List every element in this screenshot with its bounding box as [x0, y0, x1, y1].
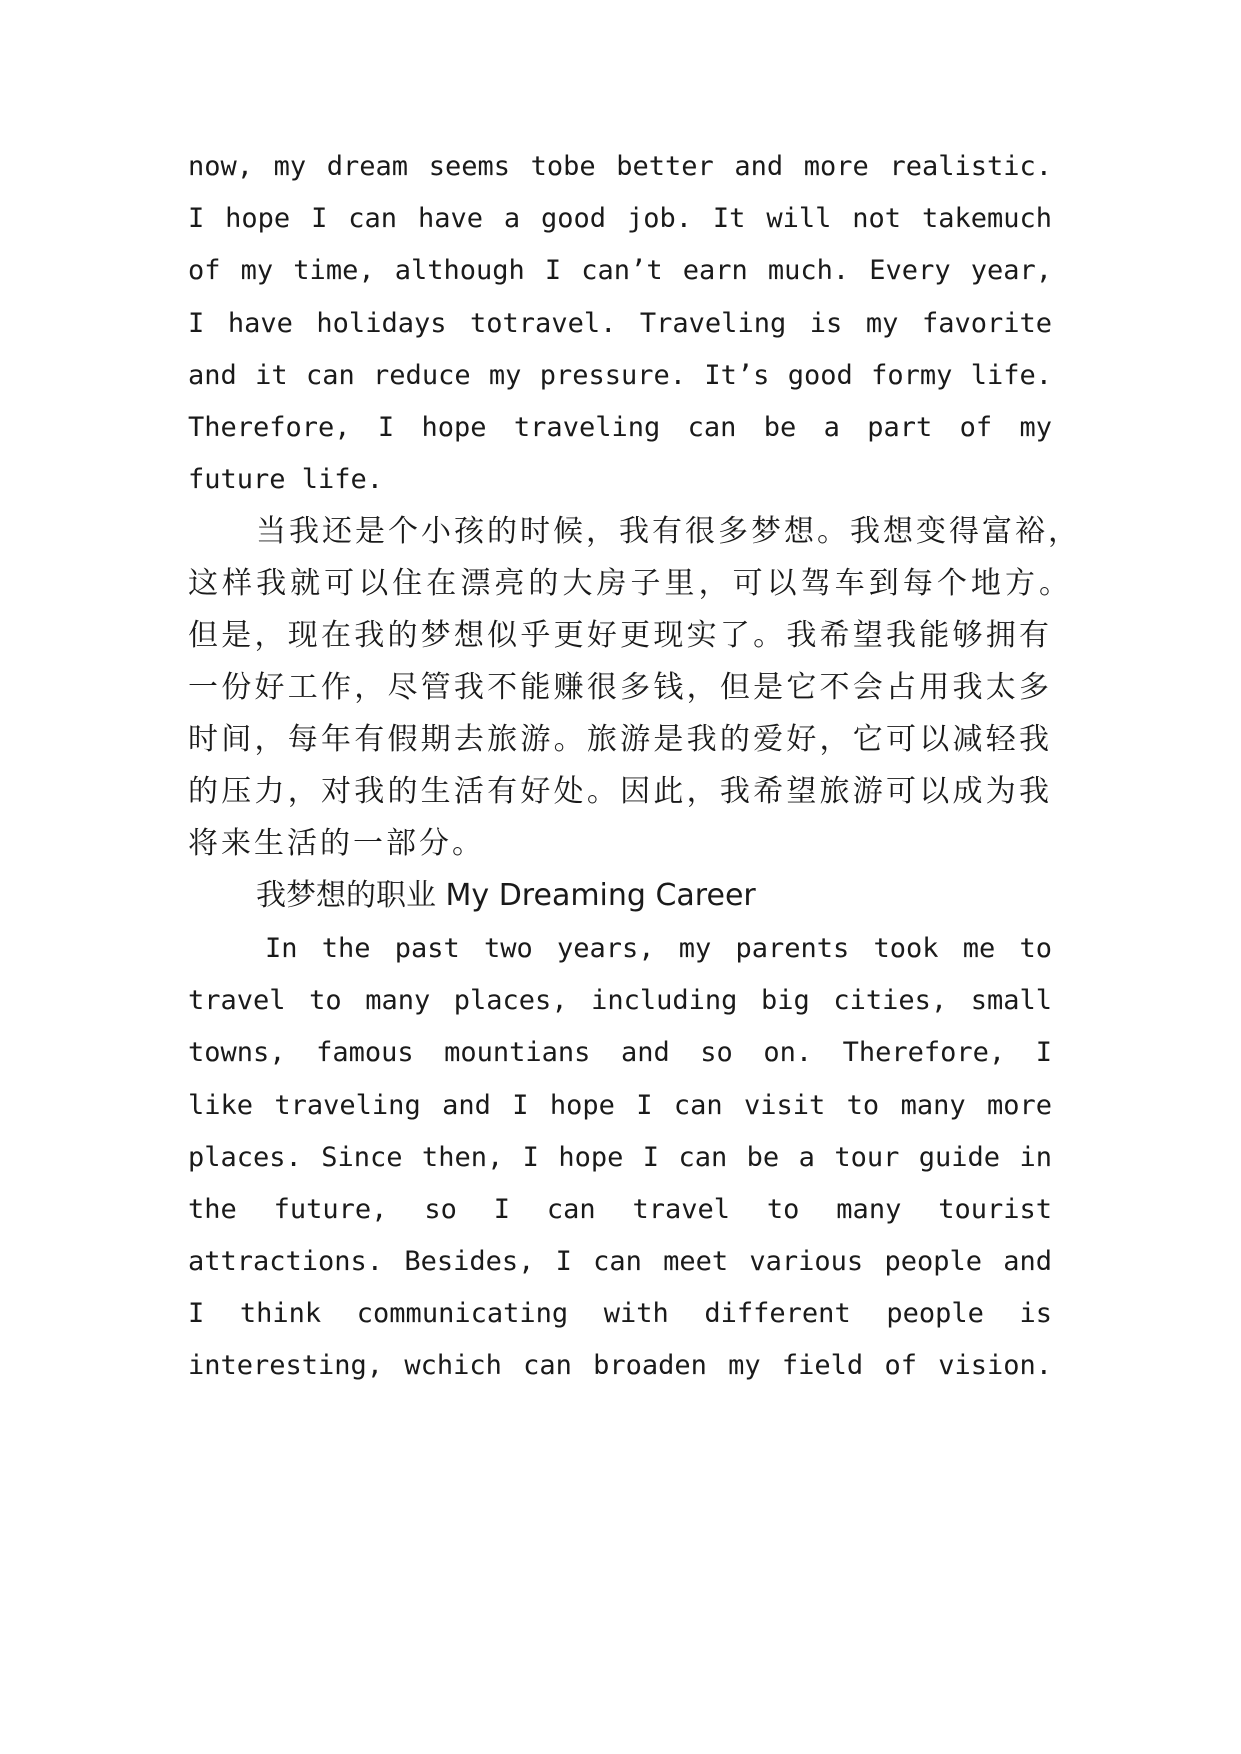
section-heading: 我梦想的职业 My Dreaming Career [256, 878, 756, 913]
text-line: future life. [188, 464, 384, 495]
text-line: 一份好工作，尽管我不能赚很多钱，但是它不会占用我太多 [188, 670, 1052, 705]
text-line: and it can reduce my pressure. It’s good formy life. [188, 360, 1052, 391]
text-line: Therefore, I hope traveling can be a part of my [188, 412, 1052, 443]
text-line: In the past two years, my parents took me to [265, 933, 1052, 964]
text-line: 这样我就可以住在漂亮的大房子里，可以驾车到每个地方。 [188, 566, 1072, 601]
text-line: I have holidays totravel. Traveling is my favorite [188, 308, 1052, 339]
text-line: the future, so I can travel to many tourist [188, 1194, 1052, 1225]
text-line: attractions. Besides, I can meet various people and [188, 1246, 1052, 1277]
text-line: now, my dream seems tobe better and more realistic. [188, 151, 1052, 182]
text-line: travel to many places, including big cities, small [188, 985, 1052, 1016]
text-line: I hope I can have a good job. It will not takemuch [188, 203, 1052, 234]
text-line: towns, famous mountians and so on. Therefore, I [188, 1037, 1052, 1068]
text-line: 将来生活的一部分。 [188, 826, 485, 861]
text-line: 当我还是个小孩的时候，我有很多梦想。我想变得富裕， [256, 514, 1081, 549]
text-line: interesting, wchich can broaden my field of vision. [188, 1350, 1052, 1381]
text-line: I think communicating with different people is [188, 1298, 1052, 1329]
text-line: 时间，每年有假期去旅游。旅游是我的爱好，它可以减轻我 [188, 722, 1052, 757]
text-line: like traveling and I hope I can visit to many more [188, 1090, 1052, 1121]
text-line: 但是，现在我的梦想似乎更好更现实了。我希望我能够拥有 [188, 618, 1052, 653]
text-line: 的压力，对我的生活有好处。因此，我希望旅游可以成为我 [188, 774, 1052, 809]
text-line: places. Since then, I hope I can be a tour guide in [188, 1142, 1052, 1173]
text-line: of my time, although I can’t earn much. Every year, [188, 255, 1052, 286]
